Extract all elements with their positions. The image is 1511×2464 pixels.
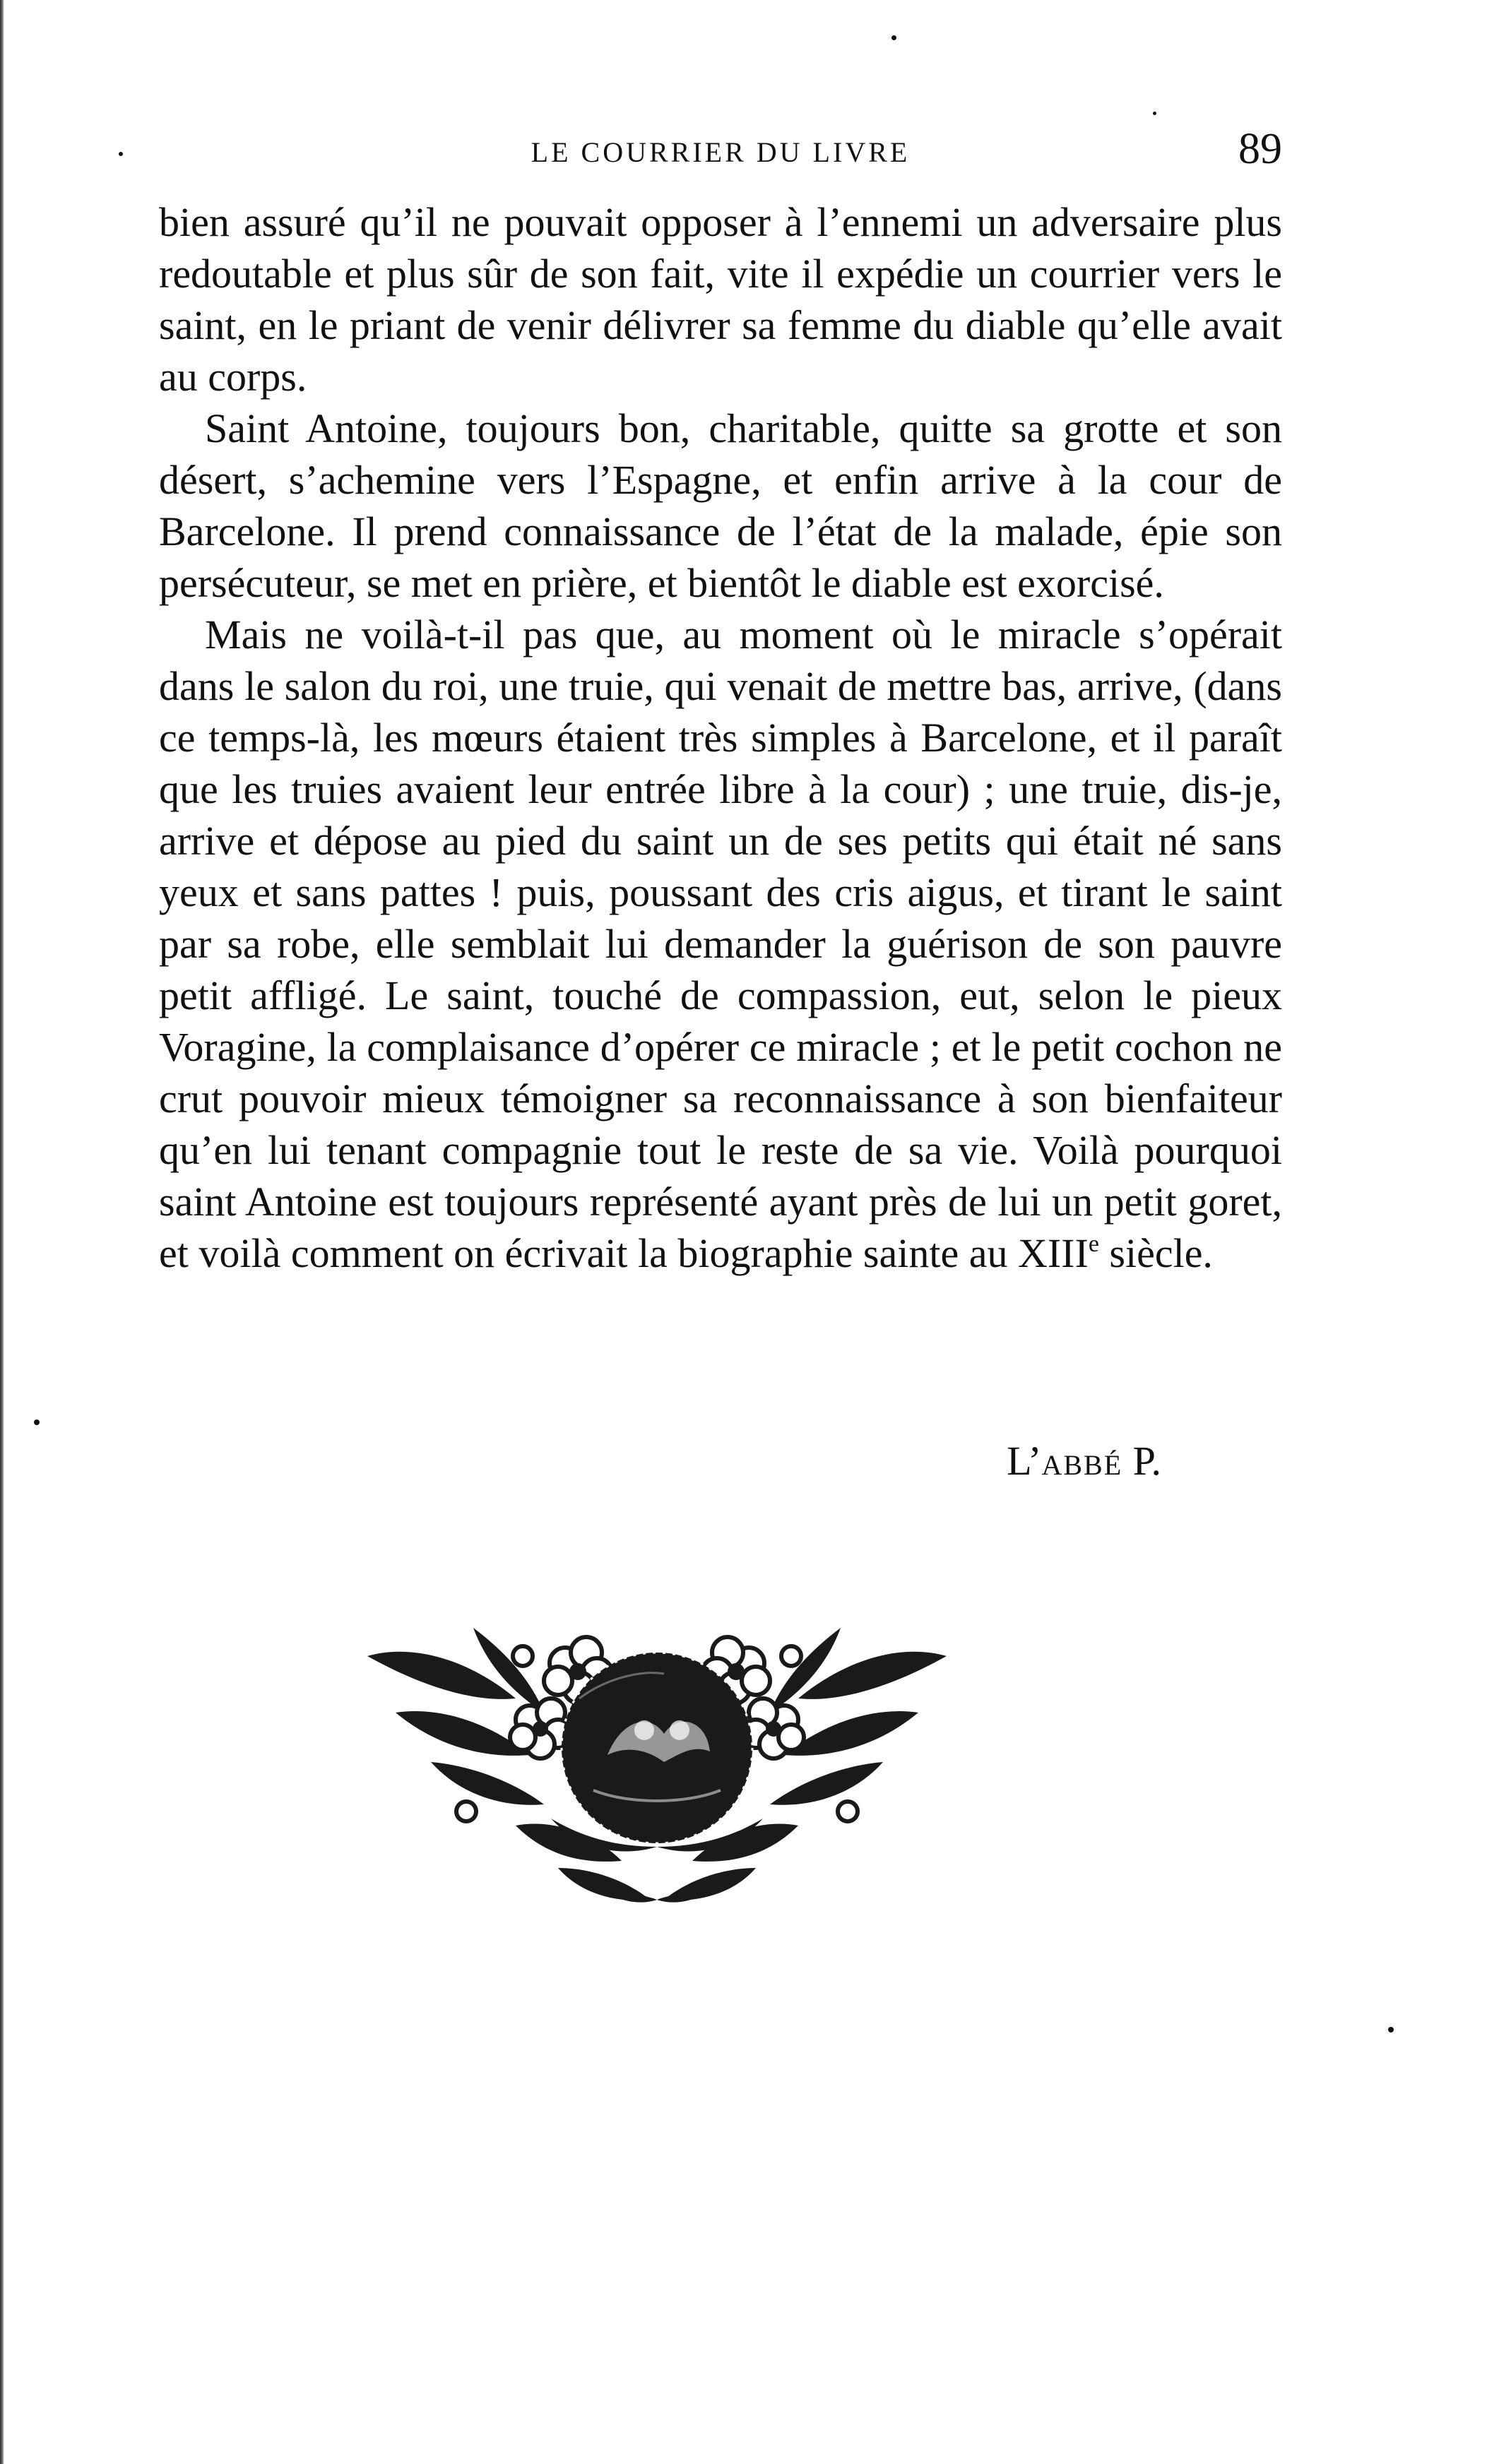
ink-speck bbox=[34, 1420, 40, 1425]
ink-speck bbox=[891, 35, 896, 40]
paragraph: Saint Antoine, toujours bon, charitable, quitte sa grotte et son désert, s’achemine vers l’Espagne, et enfin arrive à la cour de Barcelone. Il prend connaissance de l’état de la malade, épie son persécuteur, se met en prière, et bientôt le diable est exorcisé. bbox=[159, 405, 1282, 606]
ink-speck bbox=[119, 152, 123, 156]
paragraph-text: Mais ne voilà-t-il pas que, au moment où le miracle s’opérait dans le salon du roi, une truie, qui venait de mettre bas, arrive, (dans ce temps-là, les mœurs étaient très simples à Barcelone, et il paraît que les truies avaient leur entrée libre à la cour) ; une truie, dis-je, arrive et dépose au pied du saint un de ses petits qui était né sans yeux et sans pattes ! puis, poussant des cris aigus, et tirant le saint par sa robe, elle semblait lui demander la guérison de son pauvre petit affligé. Le saint, touché de compassion, eut, selon le pieux Voragine, la complaisance d’opérer ce miracle ; et le petit cochon ne crut pouvoir mieux témoigner sa reconnaissance à son bienfaiteur qu’en lui tenant compagnie tout le reste de sa vie. Voilà pourquoi saint Antoine est toujours représenté ayant près de lui un petit goret, et voilà comment on écrivait la biographie sainte au bbox=[159, 612, 1282, 1276]
body-text bbox=[159, 196, 1282, 1279]
page-number: 89 bbox=[1238, 125, 1282, 173]
author-signature bbox=[1007, 1437, 1161, 1484]
paragraph-last bbox=[159, 609, 1282, 1279]
signature-title: ABBÉ bbox=[1041, 1449, 1123, 1481]
scan-binding-edge bbox=[0, 0, 4, 2464]
century-numeral: XIII bbox=[1017, 1230, 1089, 1276]
closing-word: siècle. bbox=[1098, 1230, 1213, 1276]
paragraph: bien assuré qu’il ne pouvait opposer à l’ennemi un adversaire plus redoutable et plus sûr de son fait, vite il expédie un courrier vers le saint, en le priant de venir délivrer sa femme du diable qu’elle avait au corps. bbox=[159, 199, 1282, 400]
running-head: LE COURRIER DU LIVRE bbox=[531, 136, 911, 168]
medallion-icon bbox=[562, 1653, 752, 1843]
ink-speck bbox=[1153, 112, 1156, 115]
floral-vignette-icon bbox=[353, 1614, 961, 1910]
signature-initial: L’ bbox=[1007, 1438, 1042, 1484]
page-header bbox=[159, 120, 1282, 177]
ink-speck bbox=[1388, 2027, 1394, 2032]
signature-surname: P. bbox=[1122, 1438, 1161, 1484]
century-suffix: e bbox=[1088, 1231, 1099, 1257]
